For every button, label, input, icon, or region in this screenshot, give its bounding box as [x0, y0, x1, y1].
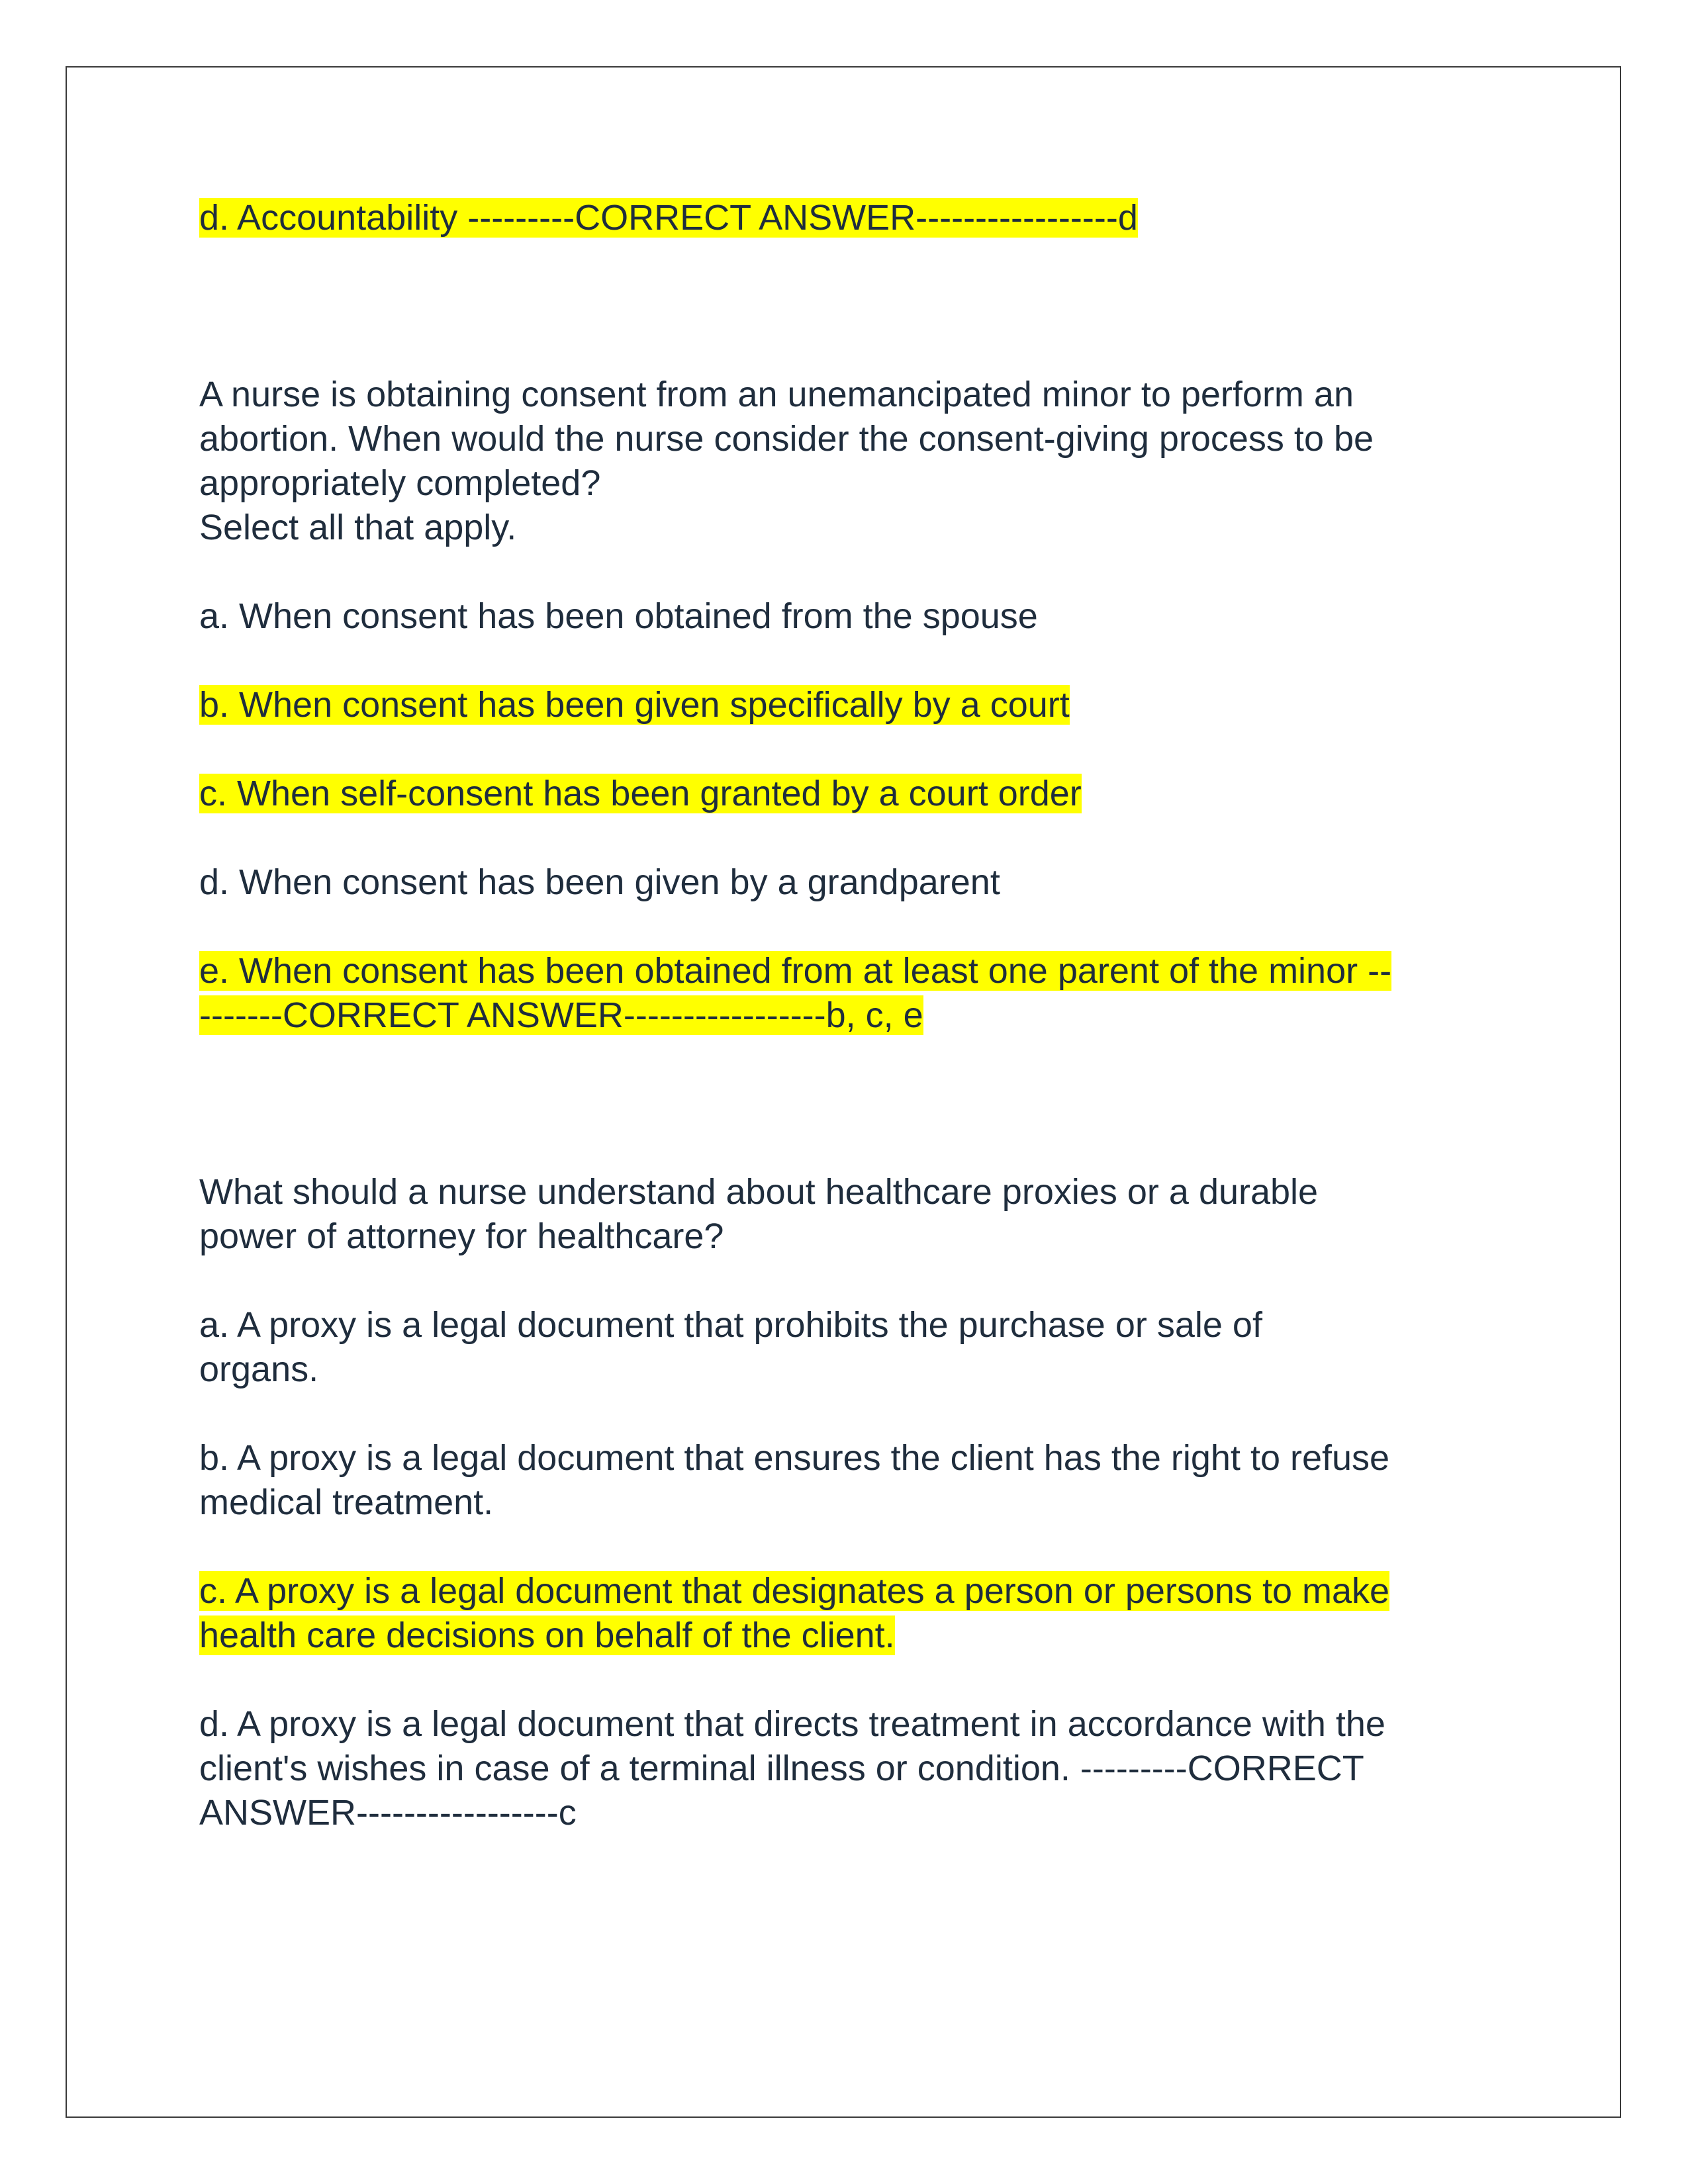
option-line: medical treatment.	[199, 1482, 494, 1522]
option-line: b. A proxy is a legal document that ensures the client has the right to refuse	[199, 1438, 1390, 1478]
highlighted-text: e. When consent has been obtained from at least one parent of the minor --	[199, 951, 1392, 991]
question-2	[199, 1170, 1497, 1835]
question-2-option-d	[199, 1702, 1497, 1835]
highlighted-text: b. When consent has been given specifically by a court	[199, 685, 1070, 725]
question-2-option-b	[199, 1436, 1497, 1525]
question-1-instruction: Select all that apply.	[199, 508, 517, 547]
question-2-option-a	[199, 1303, 1497, 1392]
question-1-option-e	[199, 949, 1497, 993]
question-1-stem-line: A nurse is obtaining consent from an unemancipated minor to perform an	[199, 375, 1354, 414]
question-1-stem-line: appropriately completed?	[199, 463, 601, 503]
question-2-option-c	[199, 1569, 1497, 1658]
question-2-stem-line: power of attorney for healthcare?	[199, 1216, 724, 1256]
previous-answer-line	[199, 196, 1497, 240]
option-line: organs.	[199, 1349, 319, 1389]
question-1	[199, 373, 1497, 1038]
option-line: d. A proxy is a legal document that directs treatment in accordance with the	[199, 1704, 1385, 1744]
highlighted-text: health care decisions on behalf of the client.	[199, 1615, 895, 1655]
option-line	[199, 1569, 1497, 1614]
question-1-option-a: a. When consent has been obtained from the spouse	[199, 596, 1038, 636]
question-1-option-c	[199, 772, 1497, 816]
question-2-answer-line: ANSWER-----------------c	[199, 1793, 577, 1833]
option-line	[199, 1614, 1497, 1658]
question-2-stem-line: What should a nurse understand about healthcare proxies or a durable	[199, 1172, 1319, 1212]
question-1-answer-line	[199, 993, 1497, 1038]
option-line: client's wishes in case of a terminal illness or condition. ---------CORRECT	[199, 1749, 1364, 1788]
question-1-option-d: d. When consent has been given by a grandparent	[199, 862, 1000, 902]
document-content	[199, 196, 1497, 1835]
highlighted-text: c. A proxy is a legal document that designates a person or persons to make	[199, 1571, 1390, 1611]
highlighted-text: d. Accountability ---------CORRECT ANSWER-----------------d	[199, 198, 1138, 238]
highlighted-text: -------CORRECT ANSWER-----------------b, c, e	[199, 995, 923, 1035]
option-line: a. A proxy is a legal document that prohibits the purchase or sale of	[199, 1305, 1262, 1345]
highlighted-text: c. When self-consent has been granted by a court order	[199, 774, 1082, 813]
question-1-stem-line: abortion. When would the nurse consider the consent-giving process to be	[199, 419, 1374, 459]
question-1-option-b	[199, 683, 1497, 727]
